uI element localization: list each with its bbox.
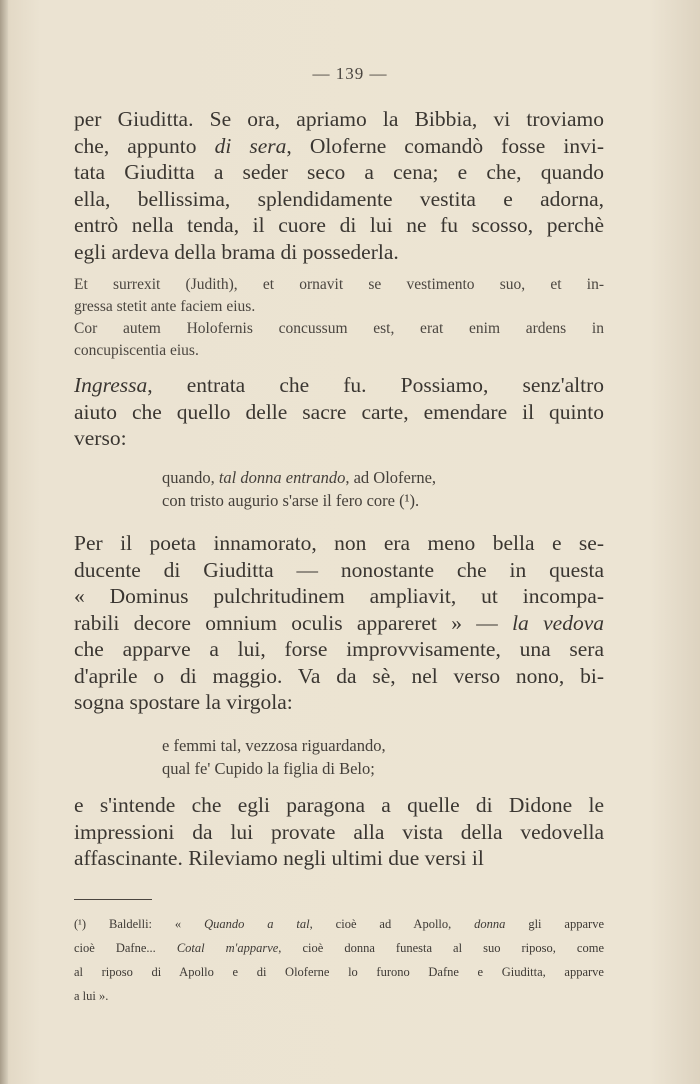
- quote2-line: concupiscentia eius.: [74, 342, 199, 359]
- footnote: [74, 912, 604, 1008]
- quote1-line: gressa stetit ante faciem eius.: [74, 298, 256, 315]
- para3-line: rabili decore omnium oculis appareret » — la vedova: [74, 610, 604, 635]
- para4-line: e s'intende che egli paragona a quelle di Didone le: [74, 793, 604, 817]
- para3-line: d'aprile o di maggio. Va da sè, nel verso nono, bi-: [74, 663, 604, 688]
- paragraph-4: [74, 792, 604, 872]
- para4-line: affascinante. Rileviamo negli ultimi due versi il: [74, 846, 484, 870]
- quote2-line: Cor autem Holofernis concussum est, erat enim ardens in: [74, 320, 604, 337]
- latin-quote-1: [74, 274, 604, 318]
- verse-quote-2: [162, 734, 582, 780]
- footnote-line: (¹) Baldelli: « Quando a tal, cioè ad Apollo, donna gli apparve: [74, 917, 604, 931]
- footnote-line: a lui ».: [74, 989, 109, 1003]
- page-binding-edge: [0, 0, 8, 1084]
- verse-quote-1: [162, 466, 582, 512]
- para2-line: verso:: [74, 426, 127, 450]
- para2-line: Ingressa, entrata che fu. Possiamo, senz'altro: [74, 373, 604, 397]
- para1-line: entrò nella tenda, il cuore di lui ne fu scosso, perchè: [74, 213, 604, 237]
- para4-line: impressioni da lui provate alla vista della vedovella: [74, 819, 604, 844]
- para3-line: Per il poeta innamorato, non era meno bella e se-: [74, 531, 604, 555]
- paragraph-3: [74, 530, 604, 716]
- footnote-line: cioè Dafne... Cotal m'apparve, cioè donna funesta al suo riposo, come: [74, 941, 604, 955]
- paragraph-1: [74, 106, 604, 265]
- para1-line: ella, bellissima, splendidamente vestita e adorna,: [74, 186, 604, 211]
- quote1-line: Et surrexit (Judith), et ornavit se vestimento suo, et in-: [74, 276, 604, 293]
- para3-line: che apparve a lui, forse improvvisamente, una sera: [74, 637, 604, 661]
- footnote-divider: [74, 899, 152, 900]
- verse2-line: e femmi tal, vezzosa riguardando,: [162, 736, 386, 755]
- para1-line: egli ardeva della brama di possederla.: [74, 239, 399, 264]
- para3-line: ducente di Giuditta — nonostante che in questa: [74, 557, 604, 582]
- para1-line: che, appunto di sera, Oloferne comandò fosse invi-: [74, 133, 605, 158]
- verse1-line: quando, tal donna entrando, ad Oloferne,: [162, 468, 437, 487]
- paragraph-2: [74, 372, 604, 452]
- verse2-line: qual fe' Cupido la figlia di Belo;: [162, 759, 375, 778]
- page-number: — 139 —: [312, 64, 388, 83]
- para3-line: sogna spostare la virgola:: [74, 690, 293, 714]
- verse1-line: con tristo augurio s'arse il fero core (¹).: [162, 491, 420, 510]
- para1-line: tata Giuditta a seder seco a cena; e che, quando: [74, 160, 604, 184]
- latin-quote-2: [74, 318, 604, 362]
- footnote-line: al riposo di Apollo e di Oloferne lo furono Dafne e Giuditta, apparve: [74, 965, 604, 979]
- para1-line: per Giuditta. Se ora, apriamo la Bibbia, vi troviamo: [74, 107, 604, 131]
- para2-line: aiuto che quello delle sacre carte, emendare il quinto: [74, 399, 604, 424]
- para3-line: « Dominus pulchritudinem ampliavit, ut incompa-: [74, 584, 604, 608]
